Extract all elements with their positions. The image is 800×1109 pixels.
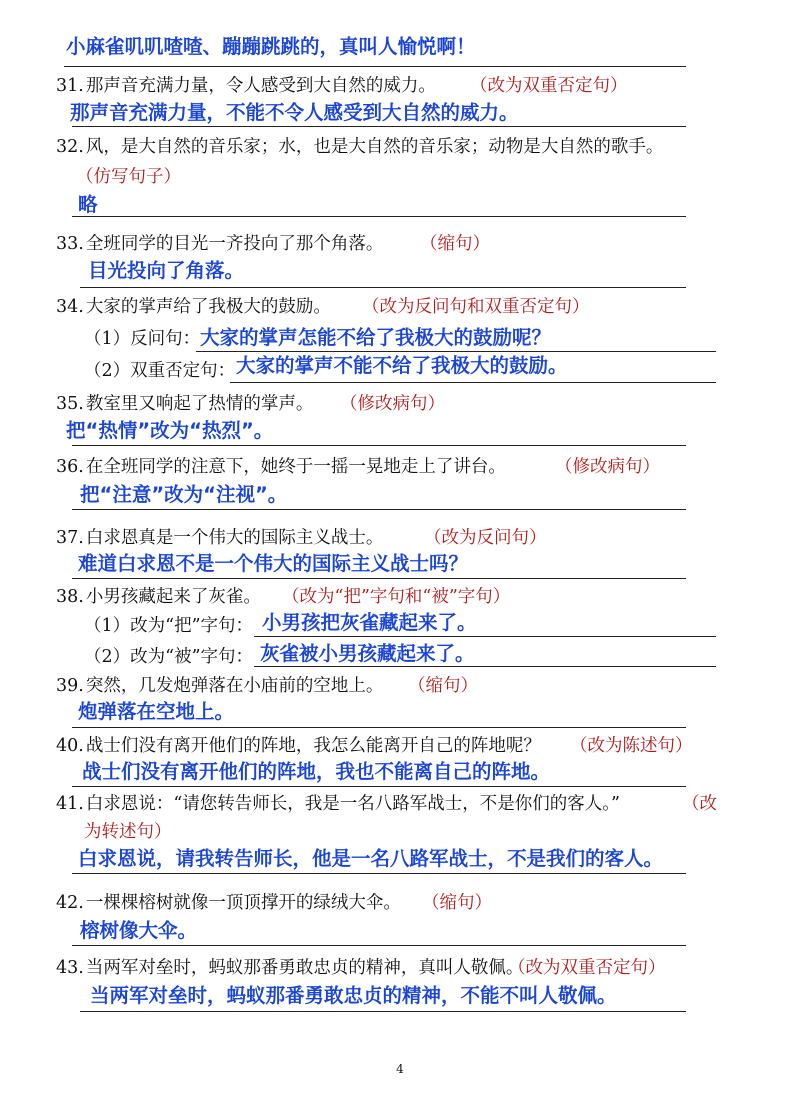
question-34 xyxy=(56,295,331,319)
answer-line xyxy=(72,578,686,579)
answer-line xyxy=(72,445,686,446)
answer-line xyxy=(72,509,686,510)
question-38 xyxy=(56,585,261,609)
question-number: 31. xyxy=(56,76,84,96)
question-text: 全班同学的目光一齐投向了那个角落。 xyxy=(85,234,384,254)
question-42-instruction: （缩句） xyxy=(422,893,492,913)
question-number: 36. xyxy=(56,457,84,477)
question-number: 40. xyxy=(56,736,84,756)
question-42 xyxy=(56,891,401,915)
question-39 xyxy=(56,674,383,698)
question-43 xyxy=(56,956,523,980)
question-number: 42. xyxy=(56,893,84,913)
answer-line xyxy=(196,351,716,352)
question-31-answer: 那声音充满力量，不能不令人感受到大自然的威力。 xyxy=(70,101,519,124)
question-number: 33. xyxy=(56,234,84,254)
question-38-sub1-answer: 小男孩把灰雀藏起来了。 xyxy=(262,611,477,634)
question-40 xyxy=(56,734,541,758)
question-text: 风，是大自然的音乐家；水，也是大自然的音乐家；动物是大自然的歌手。 xyxy=(85,137,664,157)
answer-line xyxy=(80,1011,686,1012)
question-41-instruction: （改 xyxy=(682,794,717,814)
question-number: 41. xyxy=(56,794,84,814)
question-text: 白求恩真是一个伟大的国际主义战士。 xyxy=(85,528,384,548)
question-34-sub2-label: （2）双重否定句： xyxy=(84,361,236,381)
question-text: 当两军对垒时，蚂蚁那番勇敢忠贞的精神，真叫人敬佩。 xyxy=(85,958,524,978)
question-35-instruction: （修改病句） xyxy=(340,394,445,414)
question-31 xyxy=(56,74,436,98)
question-number: 37. xyxy=(56,528,84,548)
question-text: 一棵棵榕树就像一顶顶撑开的绿绒大伞。 xyxy=(85,893,401,913)
question-38-instruction: （改为“把”字句和“被”字句） xyxy=(282,587,511,607)
question-41-answer: 白求恩说，请我转告师长，他是一名八路军战士，不是我们的客人。 xyxy=(78,847,664,870)
question-number: 34. xyxy=(56,297,84,317)
question-text: 教室里又响起了热情的掌声。 xyxy=(85,394,314,414)
question-37 xyxy=(56,526,383,550)
question-text: 白求恩说：“请您转告师长，我是一名八路军战士，不是你们的客人。” xyxy=(85,794,620,814)
answer-line xyxy=(230,382,716,383)
question-38-sub2-answer: 灰雀被小男孩藏起来了。 xyxy=(260,642,475,665)
question-32-answer: 略 xyxy=(78,193,98,216)
question-33 xyxy=(56,232,383,256)
answer-line xyxy=(64,66,686,67)
question-41 xyxy=(56,792,620,816)
question-38-sub1-label: （1）改为“把”字句： xyxy=(84,616,254,636)
question-40-answer: 战士们没有离开他们的阵地，我也不能离自己的阵地。 xyxy=(82,760,551,783)
question-31-instruction: （改为双重否定句） xyxy=(470,76,628,96)
question-text: 大家的掌声给了我极大的鼓励。 xyxy=(85,297,331,317)
question-38-sub2-label: （2）改为“被”字句： xyxy=(84,647,254,667)
answer-line xyxy=(254,666,716,667)
question-40-instruction: （改为陈述句） xyxy=(570,736,693,756)
question-text: 在全班同学的注意下，她终于一摇一晃地走上了讲台。 xyxy=(85,457,506,477)
question-text: 小男孩藏起来了灰雀。 xyxy=(85,587,261,607)
question-34-sub1-label: （1）反问句： xyxy=(84,329,201,349)
question-number: 39. xyxy=(56,676,84,696)
question-text: 那声音充满力量，令人感受到大自然的威力。 xyxy=(85,76,436,96)
question-32 xyxy=(56,135,663,159)
question-37-instruction: （改为反问句） xyxy=(424,528,547,548)
question-37-answer: 难道白求恩不是一个伟大的国际主义战士吗？ xyxy=(78,552,469,575)
question-33-instruction: （缩句） xyxy=(420,234,490,254)
question-41-instruction-cont: 为转述句） xyxy=(84,822,172,842)
question-32-instruction: （仿写句子） xyxy=(76,167,181,187)
question-34-sub2-answer: 大家的掌声不能不给了我极大的鼓励。 xyxy=(236,354,568,377)
question-text: 突然，几发炮弹落在小庙前的空地上。 xyxy=(85,676,384,696)
question-35-answer: 把“热情”改为“热烈”。 xyxy=(66,419,274,442)
question-36-answer: 把“注意”改为“注视”。 xyxy=(80,483,288,506)
question-number: 38. xyxy=(56,587,84,607)
answer-line xyxy=(72,216,686,217)
answer-line xyxy=(72,727,686,728)
answer-line xyxy=(254,636,716,637)
answer-line xyxy=(72,126,686,127)
question-39-instruction: （缩句） xyxy=(408,676,478,696)
question-number: 32. xyxy=(56,137,84,157)
answer-line xyxy=(72,873,686,874)
question-36 xyxy=(56,455,506,479)
answer-line xyxy=(72,786,686,787)
question-34-instruction: （改为反问句和双重否定句） xyxy=(362,297,590,317)
question-text: 战士们没有离开他们的阵地，我怎么能离开自己的阵地呢？ xyxy=(85,736,541,756)
answer-line xyxy=(80,287,686,288)
question-35 xyxy=(56,392,313,416)
question-39-answer: 炮弹落在空地上。 xyxy=(78,700,235,723)
question-33-answer: 目光投向了角落。 xyxy=(88,259,245,282)
question-number: 35. xyxy=(56,394,84,414)
question-34-sub1-answer: 大家的掌声怎能不给了我极大的鼓励呢？ xyxy=(200,326,552,349)
answer-line xyxy=(72,945,686,946)
question-43-answer: 当两军对垒时，蚂蚁那番勇敢忠贞的精神，不能不叫人敬佩。 xyxy=(90,984,617,1007)
lead-answer: 小麻雀叽叽喳喳、蹦蹦跳跳的，真叫人愉悦啊！ xyxy=(66,35,476,58)
question-number: 43. xyxy=(56,958,84,978)
question-36-instruction: （修改病句） xyxy=(555,457,660,477)
question-43-instruction: （改为双重否定句） xyxy=(508,958,666,978)
question-42-answer: 榕树像大伞。 xyxy=(80,919,198,942)
page-number: 4 xyxy=(396,1062,404,1076)
